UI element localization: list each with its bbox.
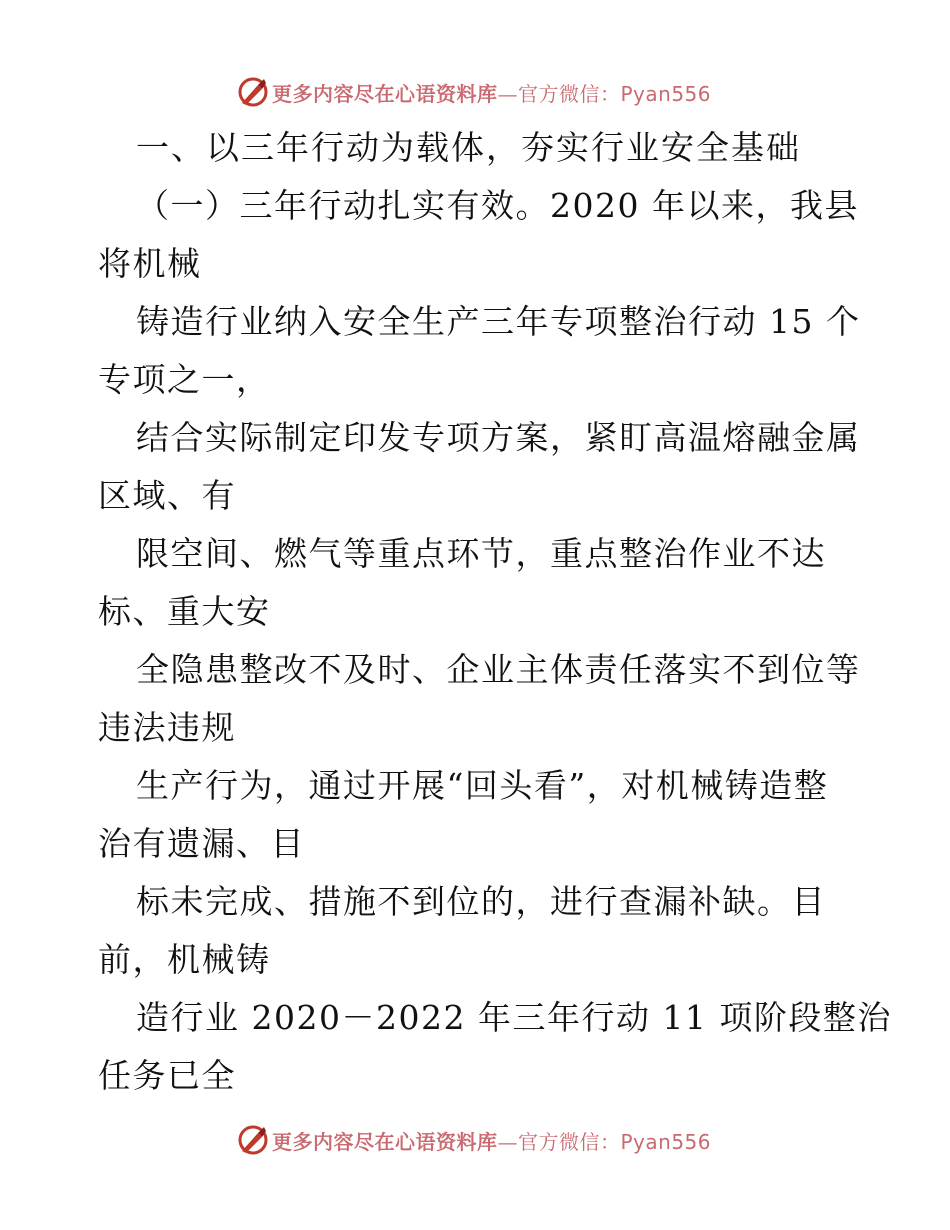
pen-logo-icon — [236, 75, 270, 109]
paragraph-line: 结合实际制定印发专项方案，紧盯高温熔融金属 — [136, 418, 861, 457]
watermark-separator: — — [497, 81, 518, 106]
watermark-main-text: 更多内容尽在心语资料库 — [272, 1129, 498, 1154]
watermark-wechat-id: Pyan556 — [620, 81, 712, 106]
paragraph-line: 全隐患整改不及时、企业主体责任落实不到位等 — [136, 650, 861, 689]
paragraph-line: 任务已全 — [98, 1056, 236, 1095]
watermark-separator: — — [497, 1129, 518, 1154]
paragraph-line: 前，机械铸 — [98, 940, 271, 979]
paragraph-line: 将机械 — [98, 244, 202, 283]
watermark-banner-top — [0, 72, 950, 112]
watermark-wechat-id: Pyan556 — [620, 1129, 712, 1154]
watermark-wechat-label: 官方微信： — [518, 81, 621, 106]
paragraph-line: （一）三年行动扎实有效。2020 年以来，我县 — [136, 186, 859, 225]
paragraph-line: 造行业 2020－2022 年三年行动 11 项阶段整治 — [136, 998, 892, 1037]
paragraph-line: 违法违规 — [98, 708, 236, 747]
watermark-wechat-label: 官方微信： — [518, 1129, 621, 1154]
paragraph-line: 铸造行业纳入安全生产三年专项整治行动 15 个 — [136, 302, 861, 341]
paragraph-line: 标、重大安 — [98, 592, 271, 631]
paragraph-line: 治有遗漏、目 — [98, 824, 305, 863]
section-heading: 一、以三年行动为载体，夯实行业安全基础 — [136, 128, 801, 167]
paragraph-line: 专项之一， — [98, 360, 271, 399]
paragraph-line: 标未完成、措施不到位的，进行查漏补缺。目 — [136, 882, 826, 921]
pen-logo-icon — [236, 1123, 270, 1157]
paragraph-line: 限空间、燃气等重点环节，重点整治作业不达 — [136, 534, 826, 573]
paragraph-line: 生产行为，通过开展“回头看”，对机械铸造整 — [136, 766, 829, 805]
paragraph-line: 区域、有 — [98, 476, 236, 515]
watermark-main-text: 更多内容尽在心语资料库 — [272, 81, 498, 106]
watermark-banner-bottom — [0, 1120, 950, 1160]
